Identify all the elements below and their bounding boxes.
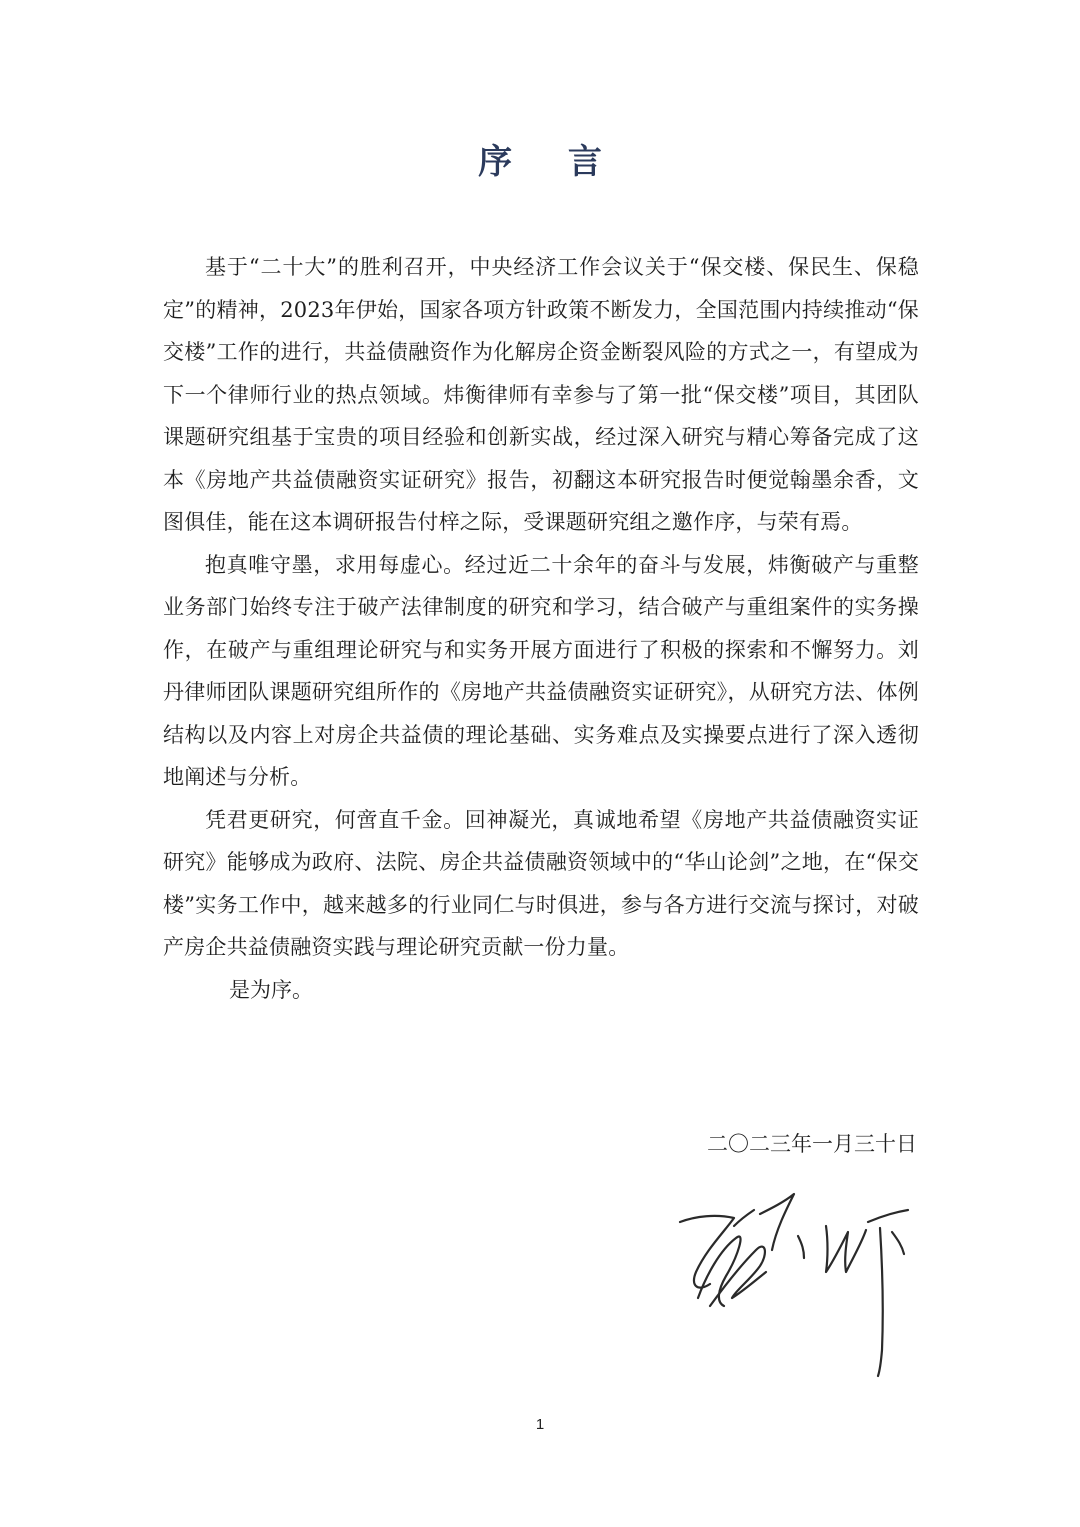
paragraph-3: 凭君更研究，何啻直千金。回神凝光，真诚地希望《房地产共益债融资实证研究》能够成为政府、法院、房企共益债融资领域中的“华山论剑”之地，在“保交楼”实务工作中，越来越多的行业同仁与时俱进，参与各方进行交流与探讨，对破产房企共益债融资实践与理论研究贡献一份力量。 xyxy=(163,807,919,959)
handwritten-signature xyxy=(676,1180,916,1380)
preface-body xyxy=(163,246,919,1011)
paragraph-1: 基于“二十大”的胜利召开，中央经济工作会议关于“保交楼、保民生、保稳定”的精神，2023年伊始，国家各项方针政策不断发力，全国范围内持续推动“保交楼”工作的进行，共益债融资作为化解房企资金断裂风险的方式之一，有望成为下一个律师行业的热点领域。炜衡律师有幸参与了第一批“保交楼”项目，其团队课题研究组基于宝贵的项目经验和创新实战，经过深入研究与精心筹备完成了这本《房地产共益债融资实证研究》报告，初翻这本研究报告时便觉翰墨余香，文图俱佳，能在这本调研报告付梓之际，受课题研究组之邀作序，与荣有焉。 xyxy=(163,255,919,534)
page-title: 序 言 xyxy=(478,142,624,182)
closing-line: 是为序。 xyxy=(229,977,313,1002)
paragraph-2: 抱真唯守墨，求用每虚心。经过近二十余年的奋斗与发展，炜衡破产与重整业务部门始终专注于破产法律制度的研究和学习，结合破产与重组案件的实务操作，在破产与重组理论研究与和实务开展方面进行了积极的探索和不懈努力。刘丹律师团队课题研究组所作的《房地产共益债融资实证研究》，从研究方法、体例结构以及内容上对房企共益债的理论基础、实务难点及实操要点进行了深入透彻地阐述与分析。 xyxy=(163,552,919,789)
page-number: 1 xyxy=(535,1416,545,1433)
signing-date: 二〇二三年一月三十日 xyxy=(707,1132,917,1156)
